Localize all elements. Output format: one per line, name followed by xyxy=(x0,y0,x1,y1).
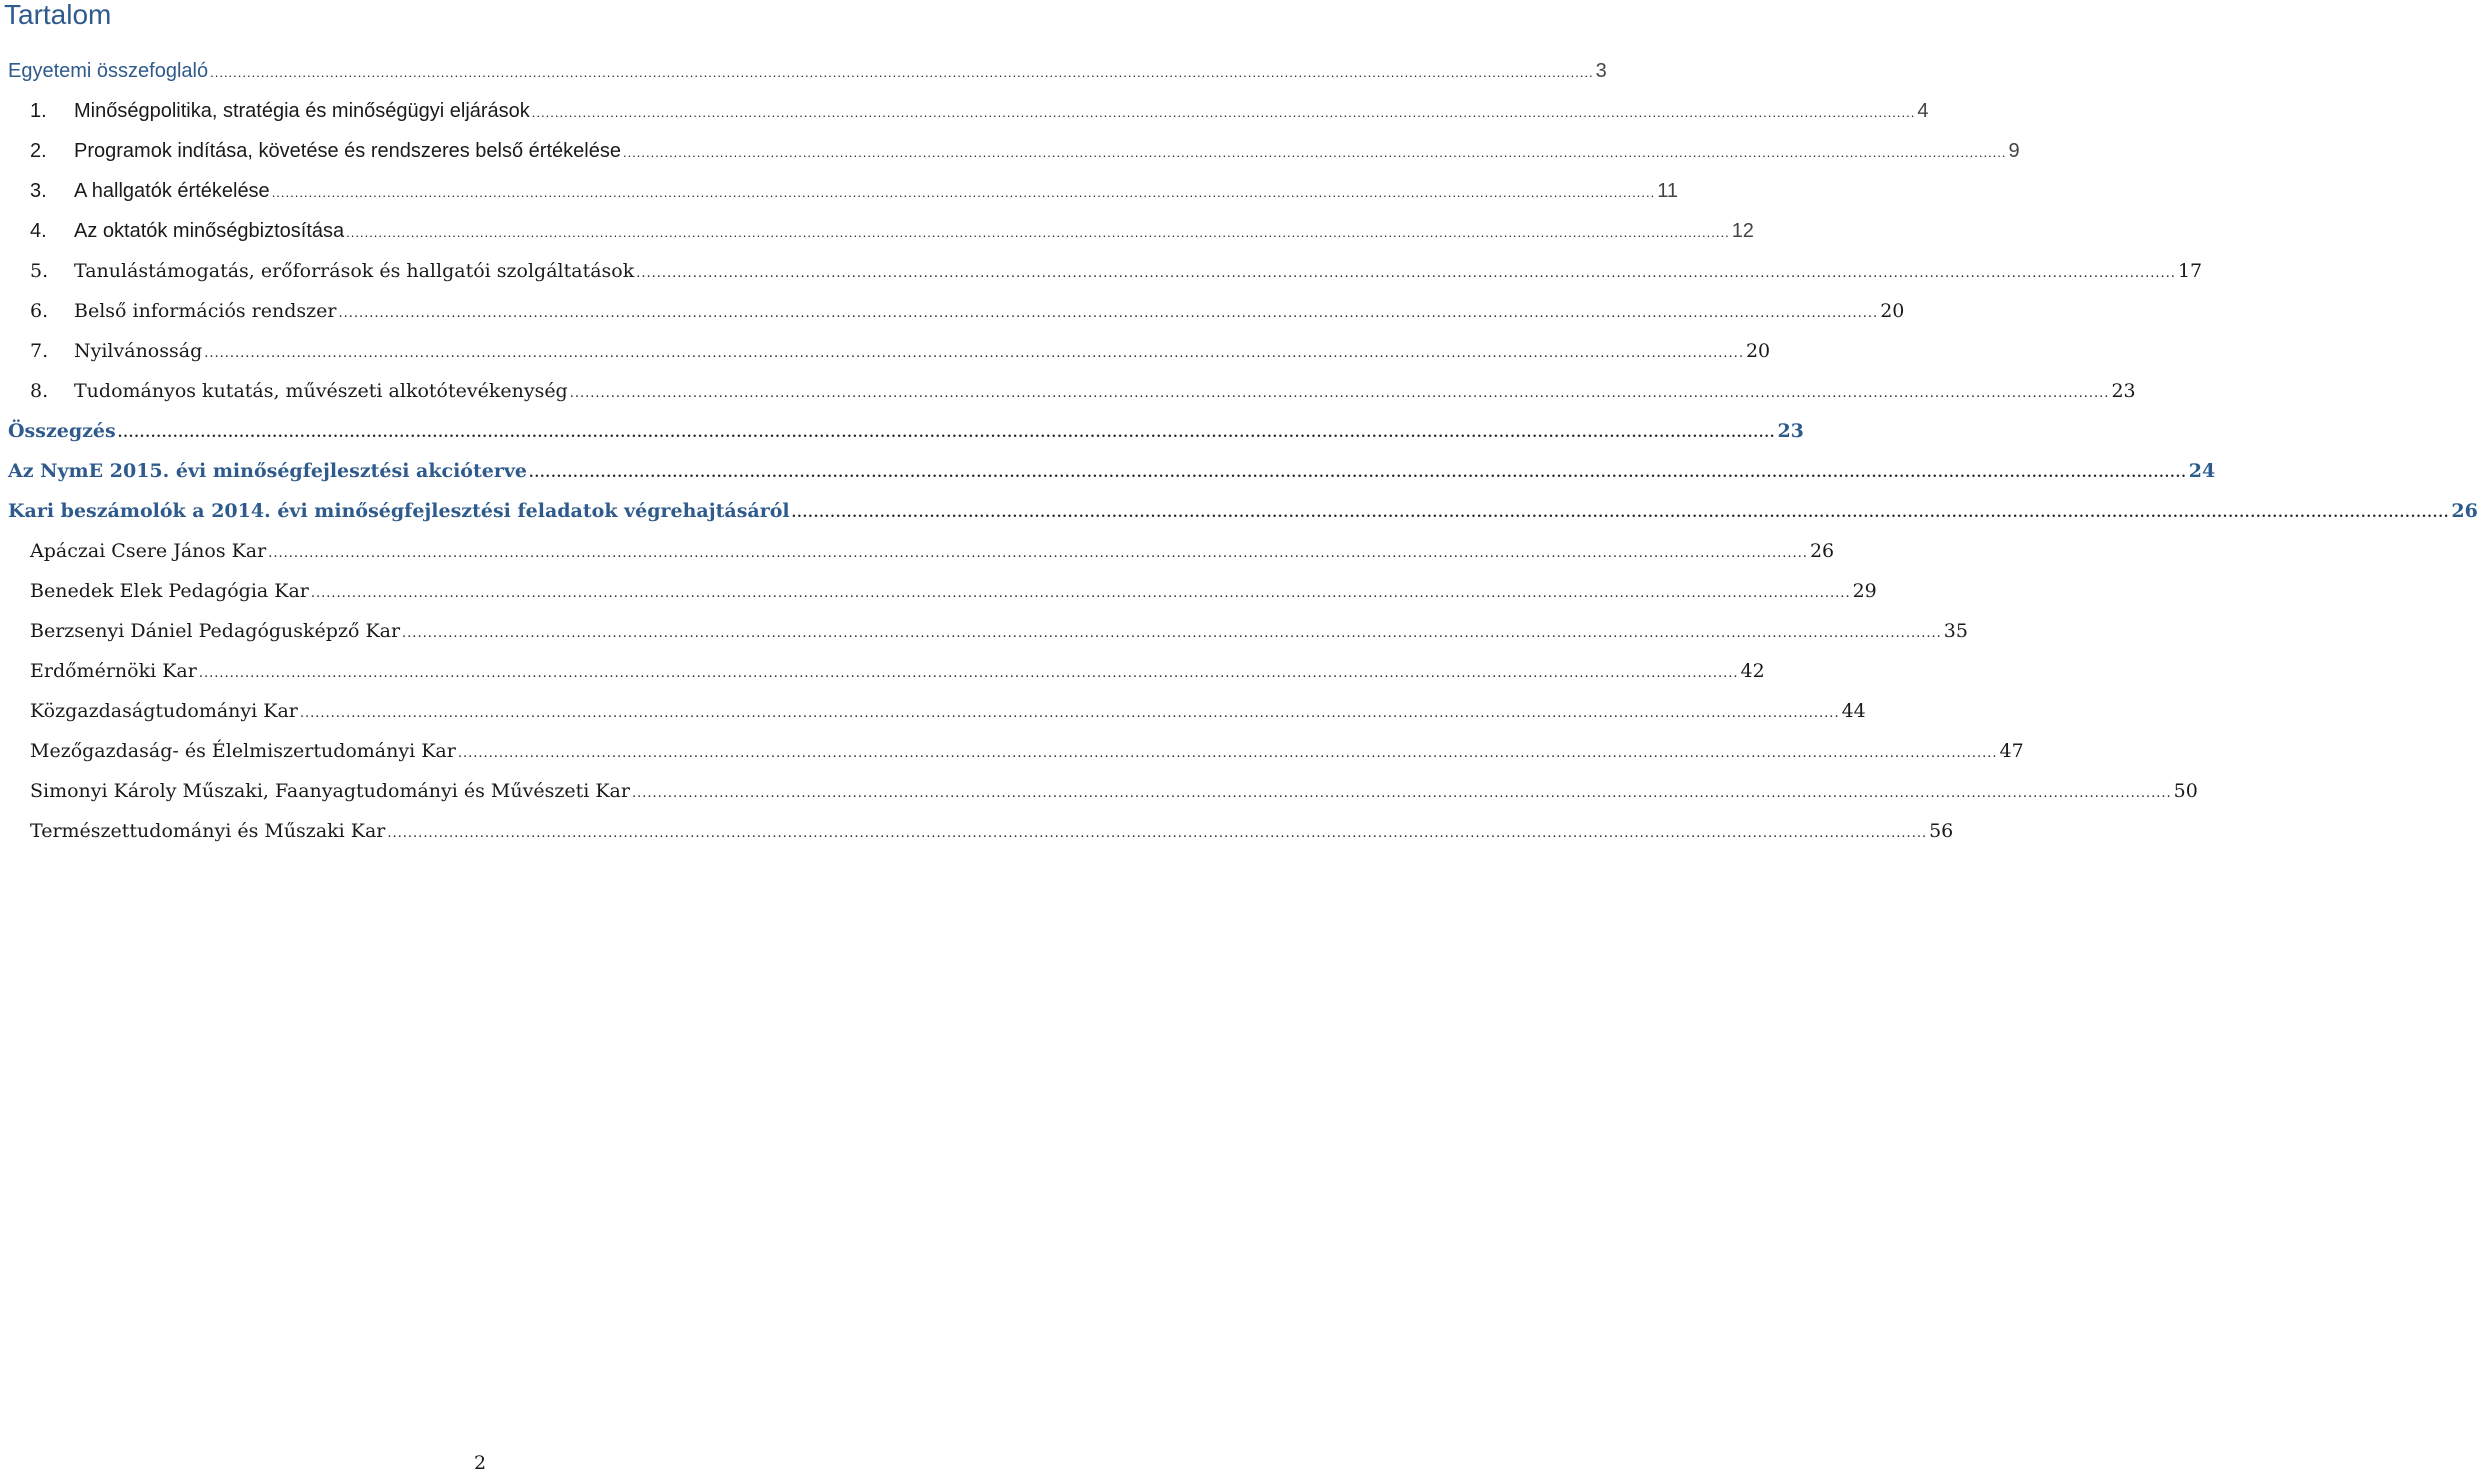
toc-entry-page: 11 xyxy=(1657,180,1678,202)
toc-entry-page: 17 xyxy=(2177,260,2203,282)
page-title: Tartalom xyxy=(4,0,112,30)
toc-entry-number: 8. xyxy=(30,380,49,402)
toc-entry[interactable] xyxy=(0,536,1835,576)
toc-entry-number: 4. xyxy=(30,220,47,242)
toc-dot-leader: ............................................................................................................................................................................................................................................................................................................ xyxy=(569,386,2110,401)
toc-entry[interactable] xyxy=(0,816,1954,856)
toc-dot-leader: ............................................................................................................................................................................................................................................................................................................ xyxy=(631,786,2172,801)
toc-entry[interactable] xyxy=(0,176,1678,216)
toc-entry-title: Minőségpolitika, stratégia és minőségügyi eljárások xyxy=(74,100,530,122)
toc-dot-leader: ............................................................................................................................................................................................................................................................................................................ xyxy=(531,105,1916,120)
toc-dot-leader: ............................................................................................................................................................................................................................................................................................................ xyxy=(402,626,1942,641)
toc-entry-title: Benedek Elek Pedagógia Kar xyxy=(30,580,309,602)
toc-entry-title: Erdőmérnöki Kar xyxy=(30,660,197,682)
toc-dot-leader: ............................................................................................................................................................................................................................................................................................................ xyxy=(310,586,1851,601)
toc-entry-page: 12 xyxy=(1731,220,1754,242)
toc-entry-page: 44 xyxy=(1841,700,1866,722)
toc-entry-number: 3. xyxy=(30,180,47,202)
toc-entry-page: 35 xyxy=(1943,620,1968,642)
toc-entry-title: Természettudományi és Műszaki Kar xyxy=(30,820,386,842)
toc-entry[interactable] xyxy=(0,96,1929,136)
toc-entry-title: Tudományos kutatás, művészeti alkotótevékenység xyxy=(74,380,568,402)
toc-entry-title: Programok indítása, követése és rendszeres belső értékelése xyxy=(74,140,621,162)
toc-entry[interactable] xyxy=(0,216,1754,256)
toc-dot-leader: ............................................................................................................................................................................................................................................................................................................ xyxy=(457,746,1998,761)
toc-dot-leader: ............................................................................................................................................................................................................................................................................................................ xyxy=(338,306,1879,321)
toc-entry-page: 26 xyxy=(2451,500,2478,522)
toc-entry-title: Közgazdaságtudományi Kar xyxy=(30,700,298,722)
toc-entry[interactable] xyxy=(0,656,1765,696)
toc-entry-title: Összegzés xyxy=(8,420,116,442)
toc-dot-leader: ............................................................................................................................................................................................................................................................................................................ xyxy=(204,346,1744,361)
toc-dot-leader: ............................................................................................................................................................................................................................................................................................................ xyxy=(622,145,2007,160)
toc-entry-page: 24 xyxy=(2188,460,2216,482)
toc-entry[interactable] xyxy=(0,376,2136,416)
toc-entry-title: Nyilvánosság xyxy=(74,340,203,362)
toc-entry-title: Az NymE 2015. évi minőségfejlesztési akcióterve xyxy=(8,460,527,482)
toc-entry-title: Belső információs rendszer xyxy=(74,300,337,322)
toc-entry[interactable] xyxy=(0,136,2020,176)
toc-entry[interactable] xyxy=(0,496,2478,536)
toc-entry-number: 2. xyxy=(30,140,47,162)
toc-entry-page: 26 xyxy=(1809,540,1835,562)
toc-dot-leader: ............................................................................................................................................................................................................................................................................................................ xyxy=(528,466,2187,481)
toc-dot-leader: ............................................................................................................................................................................................................................................................................................................ xyxy=(210,65,1594,80)
toc-dot-leader: ............................................................................................................................................................................................................................................................................................................ xyxy=(198,666,1739,681)
toc-dot-leader: ............................................................................................................................................................................................................................................................................................................ xyxy=(346,225,1730,240)
toc-entry[interactable] xyxy=(0,296,1905,336)
toc-entry-title: Egyetemi összefoglaló xyxy=(8,60,209,82)
toc-entry-number: 7. xyxy=(30,340,49,362)
toc-entry[interactable] xyxy=(0,576,1877,616)
toc-entry-page: 4 xyxy=(1917,100,1929,122)
toc-entry-page: 20 xyxy=(1880,300,1905,322)
page-number: 2 xyxy=(473,1452,487,1474)
toc-entry[interactable] xyxy=(0,456,2216,496)
toc-dot-leader: ............................................................................................................................................................................................................................................................................................................ xyxy=(791,506,2450,521)
toc-entry-title: A hallgatók értékelése xyxy=(74,180,270,202)
toc-entry[interactable] xyxy=(0,56,1607,96)
toc-entry-title: Simonyi Károly Műszaki, Faanyagtudományi és Művészeti Kar xyxy=(30,780,630,802)
toc-entry[interactable] xyxy=(0,256,2203,296)
toc-entry[interactable] xyxy=(0,736,2024,776)
toc-dot-leader: ............................................................................................................................................................................................................................................................................................................ xyxy=(271,185,1656,200)
toc-dot-leader: ............................................................................................................................................................................................................................................................................................................ xyxy=(636,266,2176,281)
toc-entry-title: Apáczai Csere János Kar xyxy=(30,540,267,562)
toc-entry-page: 23 xyxy=(2111,380,2136,402)
toc-dot-leader: ............................................................................................................................................................................................................................................................................................................ xyxy=(387,826,1928,841)
toc-entry-title: Az oktatók minőségbiztosítása xyxy=(74,220,345,242)
toc-entry-title: Mezőgazdaság- és Élelmiszertudományi Kar xyxy=(30,740,456,762)
toc-entry-title: Kari beszámolók a 2014. évi minőségfejlesztési feladatok végrehajtásáról xyxy=(8,500,790,522)
toc-entry-page: 50 xyxy=(2173,780,2198,802)
toc-entry-page: 42 xyxy=(1740,660,1765,682)
toc-entry-number: 6. xyxy=(30,300,49,322)
toc-dot-leader: ............................................................................................................................................................................................................................................................................................................ xyxy=(117,426,1776,441)
toc-entry-page: 9 xyxy=(2008,140,2020,162)
toc-dot-leader: ............................................................................................................................................................................................................................................................................................................ xyxy=(299,706,1840,721)
toc-entry-number: 5. xyxy=(30,260,49,282)
toc-entry-page: 29 xyxy=(1852,580,1877,602)
toc-entry-title: Berzsenyi Dániel Pedagógusképző Kar xyxy=(30,620,401,642)
toc-entry-page: 3 xyxy=(1595,60,1607,82)
toc-entry[interactable] xyxy=(0,696,1866,736)
toc-entry[interactable] xyxy=(0,776,2198,816)
toc-entry-title: Tanulástámogatás, erőforrások és hallgatói szolgáltatások xyxy=(74,260,635,282)
toc-entry-number: 1. xyxy=(30,100,47,122)
toc-entry-page: 47 xyxy=(1999,740,2024,762)
toc-entry[interactable] xyxy=(0,336,1771,376)
toc-entry-page: 23 xyxy=(1777,420,1804,442)
toc-dot-leader: ............................................................................................................................................................................................................................................................................................................ xyxy=(268,546,1808,561)
toc-entry-page: 56 xyxy=(1929,820,1954,842)
toc-entry[interactable] xyxy=(0,616,1968,656)
toc-entry-page: 20 xyxy=(1745,340,1771,362)
toc-entry[interactable] xyxy=(0,416,1804,456)
